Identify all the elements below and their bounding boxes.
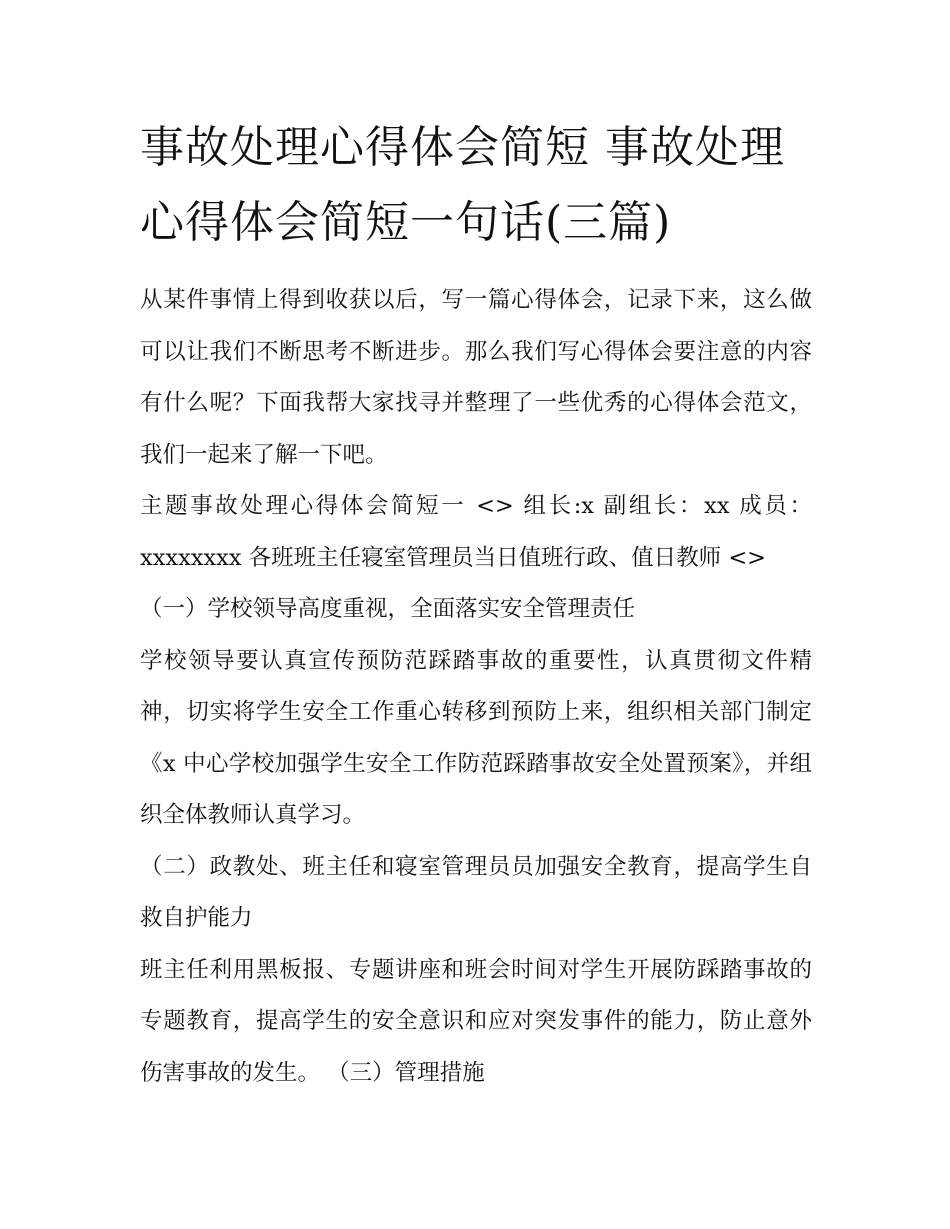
section-two-paragraph: 班主任利用黑板报、专题讲座和班会时间对学生开展防踩踏事故的专题教育，提高学生的安全意识和应对突发事件的能力，防止意外伤害事故的发生。 （三）管理措施 (140, 956, 812, 1086)
section-heading-two: （二）政教处、班主任和寝室管理员员加强安全教育，提高学生自救自护能力 (140, 853, 812, 931)
document-title: 事故处理心得体会简短 事故处理心得体会简短一句话(三篇) (140, 122, 785, 248)
organization-paragraph: 主题事故处理心得体会简短一 <> 组长:x 副组长：xx 成员：xxxxxxxx 各班班主任寝室管理员当日值班行政、值日教师 <> (140, 493, 812, 571)
document-body (140, 275, 812, 1099)
section-heading-one: （一）学校领导高度重视，全面落实安全管理责任 (140, 596, 636, 622)
section-one-paragraph: 学校领导要认真宣传预防范踩踏事故的重要性，认真贯彻文件精神，切实将学生安全工作重心转移到预防上来，组织相关部门制定《x 中心学校加强学生安全工作防范踩踏事故安全处置预案》，并组织全体教师认真学习。 (140, 647, 812, 828)
intro-paragraph: 从某件事情上得到收获以后，写一篇心得体会，记录下来，这么做可以让我们不断思考不断进步。那么我们写心得体会要注意的内容有什么呢？下面我帮大家找寻并整理了一些优秀的心得体会范文，我们一起来了解一下吧。 (140, 287, 812, 468)
